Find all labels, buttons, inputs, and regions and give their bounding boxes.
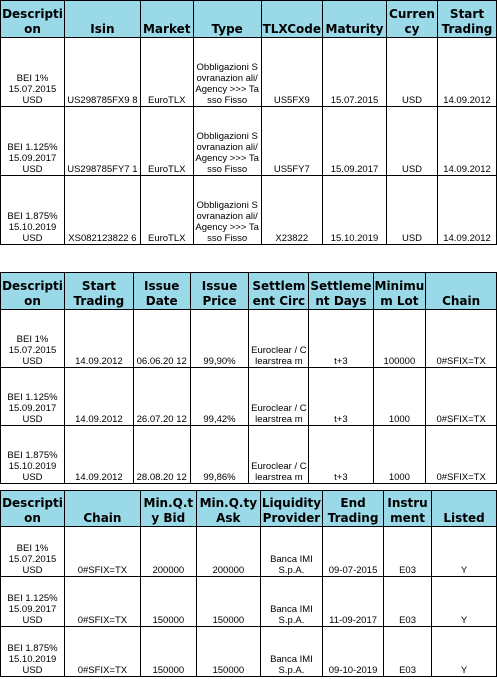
header-row <box>1 1 497 38</box>
issue-date-cell: 28.08.20 12 <box>133 426 190 484</box>
start-trading-cell: 14.09.2012 <box>64 426 133 484</box>
market-cell: EuroTLX <box>140 107 193 176</box>
header-cell: Minimu m Lot <box>373 273 426 310</box>
minimum-lot-cell: 100000 <box>373 310 426 368</box>
liquidity-provider-cell: Banca IMI S.p.A. <box>260 577 322 627</box>
header-cell: Descripti on <box>1 1 65 38</box>
min-qty-bid-cell: 200000 <box>140 527 196 577</box>
description-cell: BEI 1.875% 15.10.2019 USD <box>1 426 65 484</box>
header-row <box>1 273 497 310</box>
header-cell: Settlem ent Circ <box>249 273 309 310</box>
settlement-days-cell: t+3 <box>309 310 373 368</box>
description-cell: BEI 1.875% 15.10.2019 USD <box>1 176 65 245</box>
header-cell: Descripti on <box>1 273 65 310</box>
settlement-days-cell: t+3 <box>309 368 373 426</box>
header-cell: Liquidity Provider <box>260 491 322 527</box>
start-trading-cell: 14.09.2012 <box>437 38 496 107</box>
header-cell: Type <box>193 1 261 38</box>
listed-cell: Y <box>432 577 497 627</box>
type-cell: Obbligazioni Sovranazion ali/Agency >>> Tasso Fisso <box>193 176 261 245</box>
end-trading-cell: 11-09-2017 <box>323 577 384 627</box>
table-row <box>1 38 497 107</box>
description-cell: BEI 1.125% 15.09.2017 USD <box>1 577 65 627</box>
isin-cell: US298785FX9 8 <box>64 38 140 107</box>
table-row <box>1 368 497 426</box>
chain-cell: 0#SFIX=TX <box>64 577 140 627</box>
issue-date-cell: 06.06.20 12 <box>133 310 190 368</box>
issue-price-cell: 99,86% <box>190 426 249 484</box>
settlement-circ-cell: Euroclear / Clearstrea m <box>249 310 309 368</box>
header-cell: Maturity <box>323 1 387 38</box>
type-cell: Obbligazioni Sovranazion ali/Agency >>> Tasso Fisso <box>193 38 261 107</box>
header-cell: TLXCode <box>261 1 322 38</box>
instrument-cell: E03 <box>384 527 432 577</box>
header-cell: Min.Q.ty Ask <box>196 491 260 527</box>
header-cell: Listed <box>432 491 497 527</box>
chain-cell: 0#SFIX=TX <box>426 368 497 426</box>
chain-cell: 0#SFIX=TX <box>426 426 497 484</box>
table-row <box>1 577 497 627</box>
instrument-table-1 <box>0 0 497 245</box>
header-cell: Instru ment <box>384 491 432 527</box>
description-cell: BEI 1% 15.07.2015 USD <box>1 527 65 577</box>
type-cell: Obbligazioni Sovranazion ali/Agency >>> Tasso Fisso <box>193 107 261 176</box>
liquidity-provider-cell: Banca IMI S.p.A. <box>260 527 322 577</box>
table-row <box>1 627 497 677</box>
header-cell: Start Trading <box>437 1 496 38</box>
tlxcode-cell: X23822 <box>261 176 322 245</box>
min-qty-bid-cell: 150000 <box>140 627 196 677</box>
instrument-table-3 <box>0 490 497 677</box>
header-cell: Curren cy <box>387 1 438 38</box>
currency-cell: USD <box>387 107 438 176</box>
instrument-cell: E03 <box>384 577 432 627</box>
header-row <box>1 491 497 527</box>
maturity-cell: 15.09.2017 <box>323 107 387 176</box>
start-trading-cell: 14.09.2012 <box>64 368 133 426</box>
liquidity-provider-cell: Banca IMI S.p.A. <box>260 627 322 677</box>
header-cell: Min.Q.t y Bid <box>140 491 196 527</box>
end-trading-cell: 09-10-2019 <box>323 627 384 677</box>
tlxcode-cell: US5FX9 <box>261 38 322 107</box>
settlement-circ-cell: Euroclear / Clearstrea m <box>249 426 309 484</box>
start-trading-cell: 14.09.2012 <box>437 176 496 245</box>
instrument-table-2 <box>0 272 497 484</box>
minimum-lot-cell: 1000 <box>373 368 426 426</box>
currency-cell: USD <box>387 176 438 245</box>
tlxcode-cell: US5FY7 <box>261 107 322 176</box>
min-qty-ask-cell: 200000 <box>196 527 260 577</box>
listed-cell: Y <box>432 627 497 677</box>
settlement-circ-cell: Euroclear / Clearstrea m <box>249 368 309 426</box>
description-cell: BEI 1% 15.07.2015 USD <box>1 38 65 107</box>
currency-cell: USD <box>387 38 438 107</box>
market-cell: EuroTLX <box>140 176 193 245</box>
table-row <box>1 107 497 176</box>
end-trading-cell: 09-07-2015 <box>323 527 384 577</box>
header-cell: End Trading <box>323 491 384 527</box>
market-cell: EuroTLX <box>140 38 193 107</box>
maturity-cell: 15.07.2015 <box>323 38 387 107</box>
settlement-days-cell: t+3 <box>309 426 373 484</box>
issue-price-cell: 99,90% <box>190 310 249 368</box>
min-qty-ask-cell: 150000 <box>196 627 260 677</box>
description-cell: BEI 1% 15.07.2015 USD <box>1 310 65 368</box>
header-cell: Issue Date <box>133 273 190 310</box>
issue-price-cell: 99,42% <box>190 368 249 426</box>
header-cell: Descripti on <box>1 491 65 527</box>
header-cell: Chain <box>426 273 497 310</box>
description-cell: BEI 1.875% 15.10.2019 USD <box>1 627 65 677</box>
header-cell: Market <box>140 1 193 38</box>
chain-cell: 0#SFIX=TX <box>426 310 497 368</box>
description-cell: BEI 1.125% 15.09.2017 USD <box>1 368 65 426</box>
min-qty-ask-cell: 150000 <box>196 577 260 627</box>
table-row <box>1 426 497 484</box>
start-trading-cell: 14.09.2012 <box>437 107 496 176</box>
chain-cell: 0#SFIX=TX <box>64 527 140 577</box>
minimum-lot-cell: 1000 <box>373 426 426 484</box>
table-row <box>1 310 497 368</box>
chain-cell: 0#SFIX=TX <box>64 627 140 677</box>
listed-cell: Y <box>432 527 497 577</box>
header-cell: Isin <box>64 1 140 38</box>
instrument-cell: E03 <box>384 627 432 677</box>
min-qty-bid-cell: 150000 <box>140 577 196 627</box>
isin-cell: US298785FY7 1 <box>64 107 140 176</box>
start-trading-cell: 14.09.2012 <box>64 310 133 368</box>
description-cell: BEI 1.125% 15.09.2017 USD <box>1 107 65 176</box>
header-cell: Start Trading <box>64 273 133 310</box>
issue-date-cell: 26.07.20 12 <box>133 368 190 426</box>
header-cell: Issue Price <box>190 273 249 310</box>
header-cell: Chain <box>64 491 140 527</box>
maturity-cell: 15.10.2019 <box>323 176 387 245</box>
isin-cell: XS082123822 6 <box>64 176 140 245</box>
header-cell: Settleme nt Days <box>309 273 373 310</box>
table-row <box>1 527 497 577</box>
table-row <box>1 176 497 245</box>
